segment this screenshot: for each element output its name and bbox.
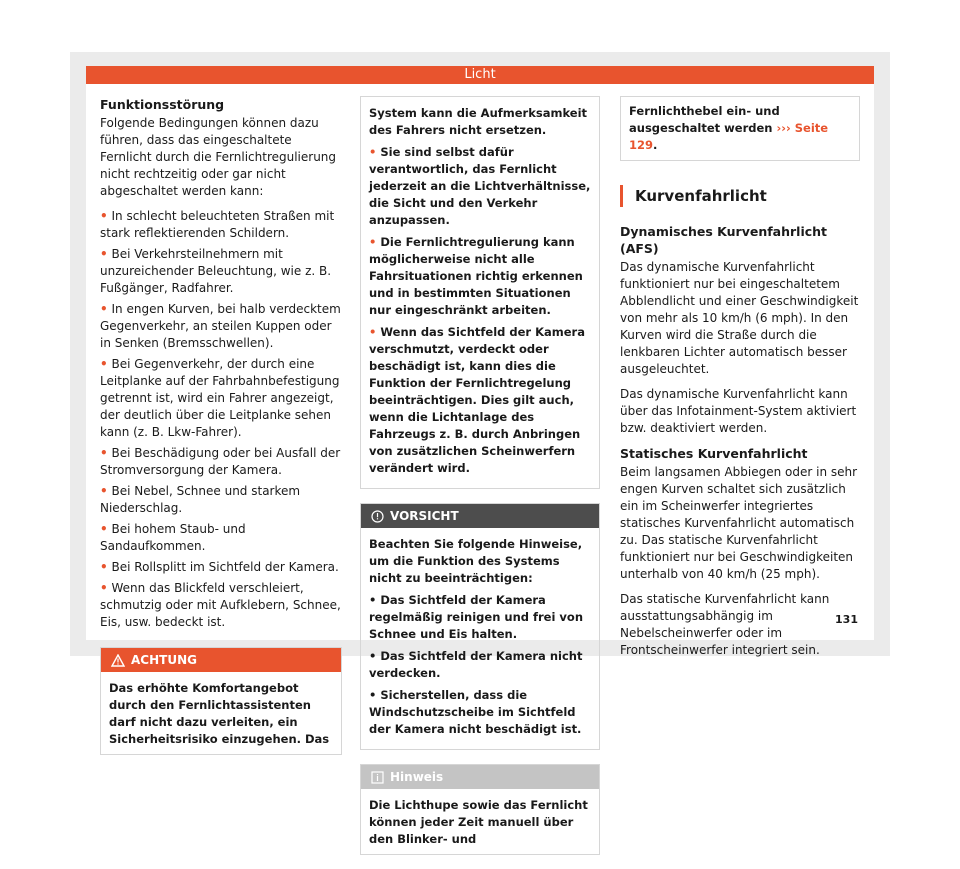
column-2 — [360, 96, 600, 869]
column-1 — [100, 96, 342, 769]
bullet-dot-icon: • — [369, 325, 377, 339]
page-reference-link[interactable]: ››› Seite 129 — [629, 121, 829, 152]
list-item: • Die Fernlichtregulierung kann möglicherweise nicht alle Fahrsituationen richtig erkennen und in bestimmten Situationen nur eingeschränkt arbeiten. — [369, 235, 583, 317]
list-item: • Sicherstellen, dass die Windschutzscheibe im Sichtfeld der Kamera nicht beschädigt ist. — [369, 688, 582, 736]
list-item: • Wenn das Sichtfeld der Kamera verschmutzt, verdeckt oder beschädigt ist, kann dies die Funktion der Fernlichtregelung beeinträchtigen. Dies gilt auch, wenn die Lichtanlage des Fahrzeugs z. B. durch Anbringen von zusätzlichen Scheinwerfern verändert wird. — [369, 325, 585, 475]
note-header: Hinweis — [361, 765, 599, 789]
section-title: Kurvenfahrlicht — [620, 185, 860, 207]
subheading-static: Statisches Kurvenfahrlicht — [620, 446, 808, 461]
list-item: • Bei Rollsplitt im Sichtfeld der Kamera. — [100, 560, 339, 574]
note-box — [360, 764, 600, 855]
chapter-header: Licht — [86, 66, 874, 84]
paragraph: Das dynamische Kurvenfahrlicht kann über das Infotainment-System aktiviert bzw. deaktiviert werden. — [620, 387, 857, 435]
list-item: • In schlecht beleuchteten Straßen mit stark reflektierenden Schildern. — [100, 209, 335, 240]
note-text: Die Lichthupe sowie das Fernlicht können jeder Zeit manuell über den Blinker- und — [369, 798, 588, 846]
bullet-dot-icon: • — [100, 247, 108, 261]
list-item: • Bei Verkehrsteilnehmern mit unzureichender Beleuchtung, wie z. B. Fußgänger, Radfahrer. — [100, 247, 332, 295]
caution-header: VORSICHT — [361, 504, 599, 528]
bullet-dot-icon: • — [100, 484, 108, 498]
intro-text: Folgende Bedingungen können dazu führen, dass das eingeschaltete Fernlicht durch die Fernlichtregulierung nicht rechtzeitig oder gar nicht abgeschaltet werden kann: — [100, 116, 337, 198]
warning-cont-text: System kann die Aufmerksamkeit des Fahrers nicht ersetzen. — [369, 106, 588, 137]
warning-text: Das erhöhte Komfortangebot durch den Fernlichtassistenten darf nicht dazu verleiten, ein Sicherheitsrisiko einzugehen. Das — [109, 681, 330, 746]
warning-box — [100, 647, 342, 755]
caution-box — [360, 503, 600, 750]
heading-funktionsstoerung: Funktionsstörung — [100, 97, 225, 112]
bullet-dot-icon: • — [369, 145, 377, 159]
manual-page — [86, 66, 874, 846]
paragraph: Das dynamische Kurvenfahrlicht funktioniert nur bei eingeschaltetem Abblendlicht und einer Geschwindigkeit von mehr als 10 km/h (6 mph). In den Kurven wird die Straße durch die lenkbaren Lichter automatisch besser ausgeleuchtet. — [620, 260, 859, 376]
list-item: • Bei Beschädigung oder bei Ausfall der Stromversorgung der Kamera. — [100, 446, 341, 477]
bullet-dot-icon: • — [100, 581, 108, 595]
list-item: • Bei Gegenverkehr, der durch eine Leitplanke auf der Fahrbahnbefestigung getrennt ist, wird ein Fahrer angezeigt, der deutlich über die Leitplanke sehen kann (z. B. Lkw-Fahrer). — [100, 357, 340, 439]
list-item: • Bei Nebel, Schnee und starkem Niederschlag. — [100, 484, 301, 515]
info-circle-icon — [371, 510, 384, 523]
bullet-dot-icon: • — [100, 302, 108, 316]
note-i-icon — [371, 771, 384, 784]
list-item: • Wenn das Blickfeld verschleiert, schmutzig oder mit Aufklebern, Schnee, Eis, usw. bedeckt ist. — [100, 581, 341, 629]
column-3 — [620, 96, 860, 667]
bullet-dot-icon: • — [100, 209, 108, 223]
list-item: • Das Sichtfeld der Kamera nicht verdecken. — [369, 649, 583, 680]
subheading-dynamic: Dynamisches Kurvenfahrlicht (AFS) — [620, 224, 828, 256]
warning-triangle-icon — [111, 654, 125, 667]
list-item: • Sie sind selbst dafür verantwortlich, das Fernlicht jederzeit an die Lichtverhältnisse, die Sicht und den Verkehr anzupassen. — [369, 145, 591, 227]
bullet-dot-icon: • — [369, 235, 377, 249]
bullet-dot-icon: • — [100, 446, 108, 460]
list-item: • Das Sichtfeld der Kamera regelmäßig reinigen und frei von Schnee und Eis halten. — [369, 593, 584, 641]
page-number: 131 — [835, 613, 858, 626]
warning-continuation-box — [360, 96, 600, 489]
note-continuation-box: Fernlichthebel ein- und ausgeschaltet werden ››› Seite 129. — [620, 96, 860, 161]
bullet-dot-icon: • — [100, 522, 108, 536]
bullet-dot-icon: • — [100, 560, 108, 574]
caution-intro: Beachten Sie folgende Hinweise, um die Funktion des Systems nicht zu beeinträchtigen: — [369, 537, 583, 585]
list-item: • Bei hohem Staub- und Sandaufkommen. — [100, 522, 246, 553]
warning-header: ACHTUNG — [101, 648, 341, 672]
list-item: • In engen Kurven, bei halb verdecktem Gegenverkehr, an steilen Kuppen oder in Senken (Bremsschwellen). — [100, 302, 341, 350]
paragraph: Beim langsamen Abbiegen oder in sehr engen Kurven schaltet sich zusätzlich ein im Scheinwerfer integriertes statisches Kurvenfahrlicht automatisch zu. Das statische Kurvenfahrlicht funktioniert nur bei Geschwindigkeiten unterhalb von 40 km/h (25 mph). — [620, 465, 858, 581]
paragraph: Das statische Kurvenfahrlicht kann ausstattungsabhängig im Nebelscheinwerfer oder im Frontscheinwerfer integriert sein. — [620, 592, 830, 657]
bullet-dot-icon: • — [100, 357, 108, 371]
